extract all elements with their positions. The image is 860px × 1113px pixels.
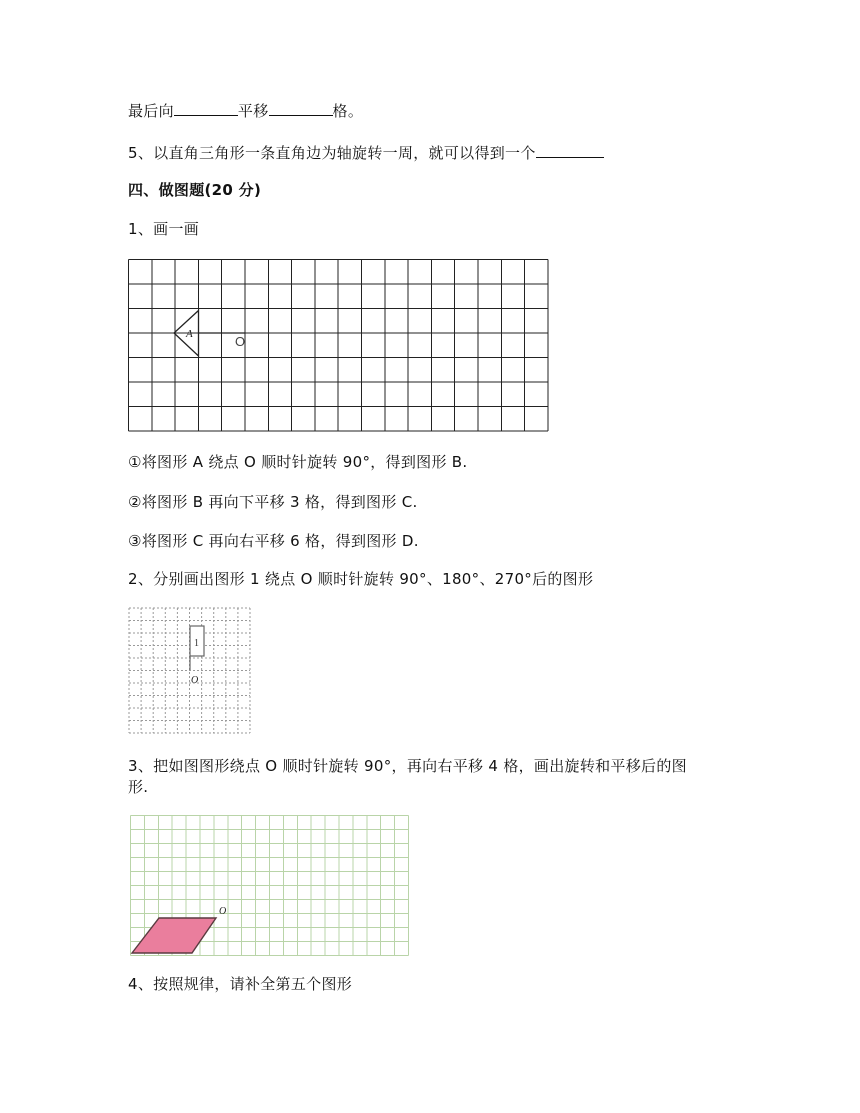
question-4-title: 4、按照规律，请补全第五个图形 bbox=[128, 975, 353, 993]
figure-1-grid bbox=[128, 259, 550, 432]
question-3-title-line-1: 3、把如图图形绕点 O 顺时针旋转 90°，再向右平移 4 格，画出旋转和平移后的图 bbox=[128, 757, 687, 775]
answer-line-4-end bbox=[128, 101, 363, 121]
question-1-step-3: ③将图形 C 再向右平移 6 格，得到图形 D. bbox=[128, 532, 419, 550]
question-5 bbox=[128, 143, 604, 163]
question-1-step-1: ①将图形 A 绕点 O 顺时针旋转 90°，得到图形 B. bbox=[128, 453, 468, 471]
point-o-label: O bbox=[191, 675, 199, 686]
figure-2-grid bbox=[128, 607, 252, 735]
question-2-title: 2、分别画出图形 1 绕点 O 顺时针旋转 90°、180°、270°后的图形 bbox=[128, 570, 594, 588]
text-segment: 最后向 bbox=[128, 102, 174, 120]
text-segment: 平移 bbox=[237, 102, 269, 120]
shape-1-label: 1 bbox=[194, 638, 199, 649]
question-1-step-2: ②将图形 B 再向下平移 3 格，得到图形 C. bbox=[128, 493, 418, 511]
question-3-title-line-2: 形. bbox=[128, 778, 149, 796]
shape-a-label: A bbox=[186, 328, 193, 340]
answer-blank[interactable] bbox=[269, 101, 333, 116]
figure-3-grid bbox=[130, 815, 409, 956]
section-heading: 四、做图题(20 分) bbox=[128, 181, 262, 199]
question-1-title: 1、画一画 bbox=[128, 220, 200, 238]
point-o-label: O bbox=[219, 906, 227, 917]
question-text: 5、以直角三角形一条直角边为轴旋转一周，就可以得到一个 bbox=[128, 144, 536, 162]
answer-blank[interactable] bbox=[174, 101, 238, 116]
point-o-label: O bbox=[235, 334, 246, 349]
answer-blank[interactable] bbox=[536, 143, 604, 158]
text-segment: 格。 bbox=[332, 102, 364, 120]
